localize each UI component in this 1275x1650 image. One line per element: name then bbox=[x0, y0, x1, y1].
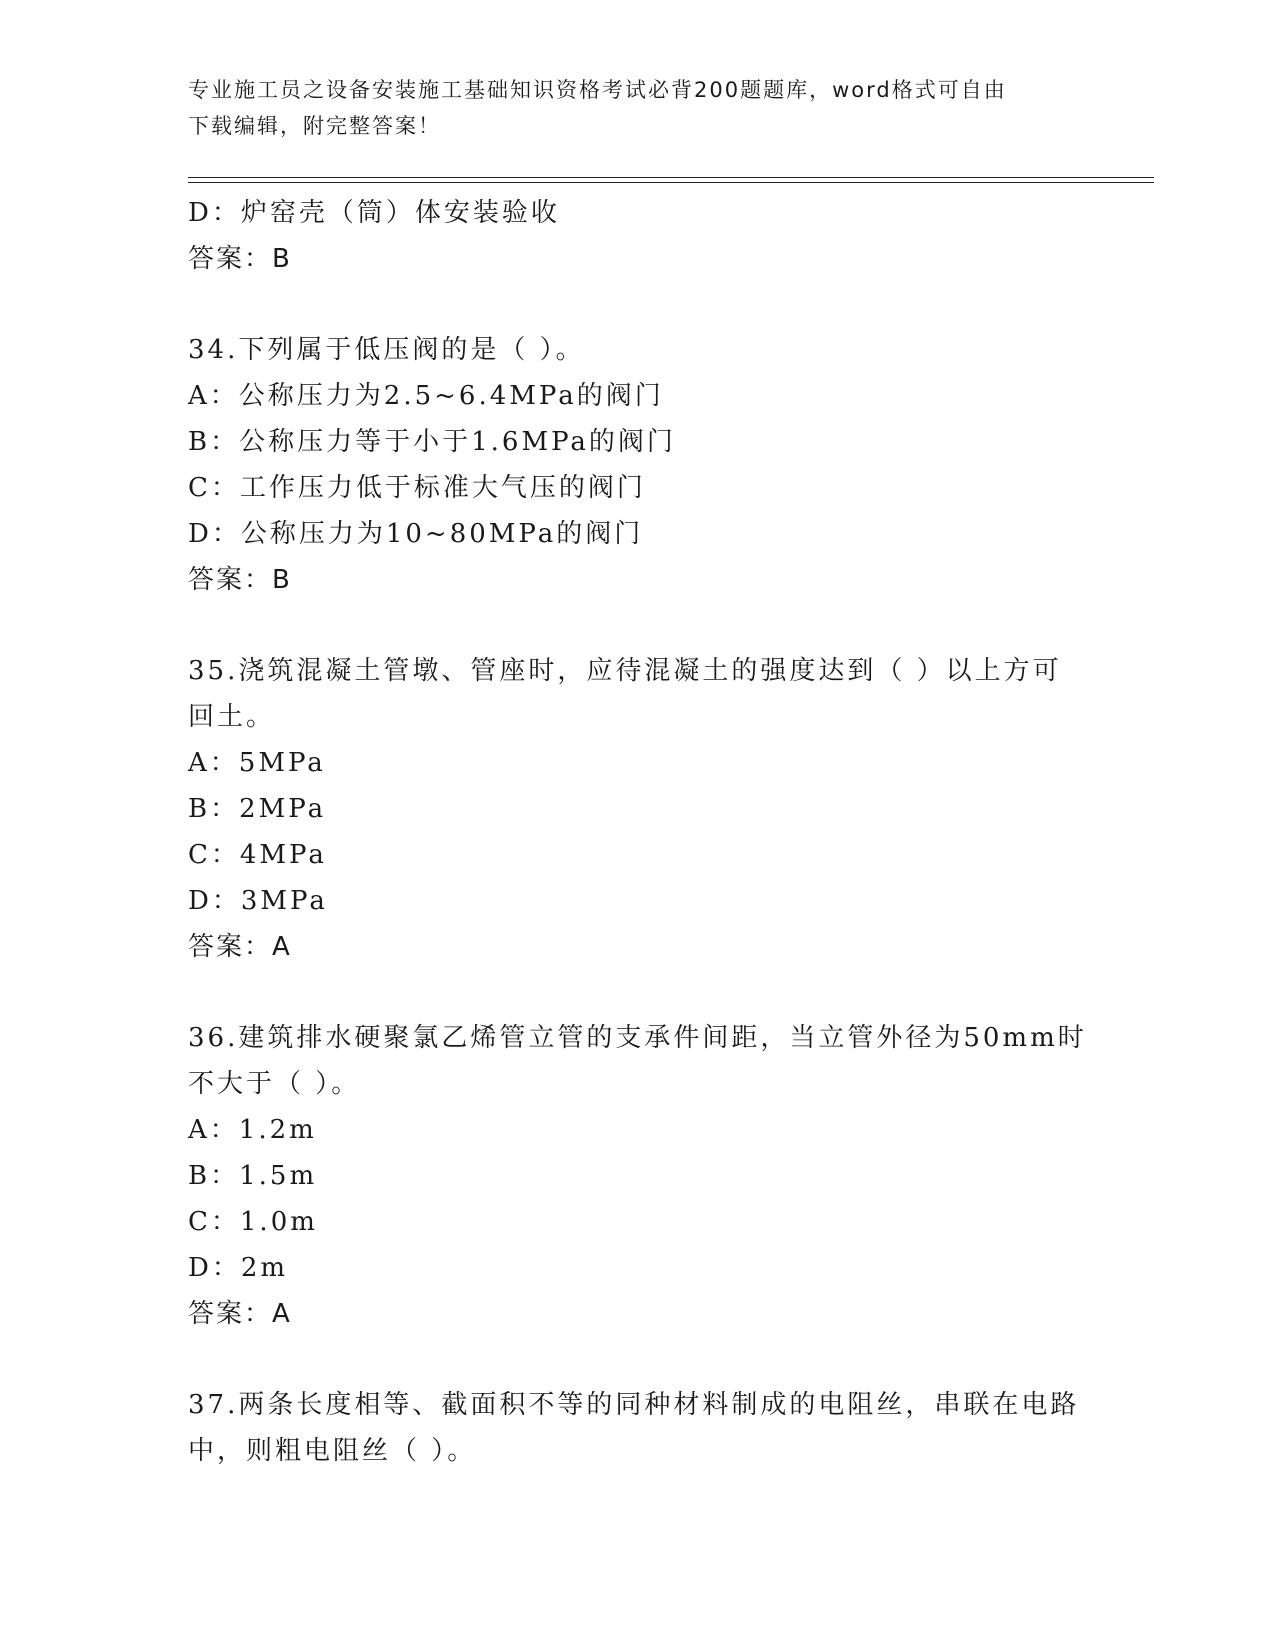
option-b: B：公称压力等于小于1.6MPa的阀门 bbox=[188, 427, 676, 457]
option-a: A：公称压力为2.5~6.4MPa的阀门 bbox=[188, 381, 664, 411]
option-b: B：1.5m bbox=[188, 1161, 318, 1191]
header-line-1: 专业施工员之设备安装施工基础知识资格考试必背200题题库，word格式可自由 bbox=[188, 78, 1007, 102]
header-divider-bottom bbox=[188, 182, 1154, 183]
question-stem-continued: 不大于（ ）。 bbox=[188, 1069, 361, 1099]
header-line-2: 下载编辑，附完整答案！ bbox=[188, 114, 441, 138]
option-d: D：公称压力为10~80MPa的阀门 bbox=[188, 519, 644, 549]
option-d: D：2m bbox=[188, 1253, 289, 1283]
answer-line: 答案：A bbox=[188, 1299, 292, 1329]
question-36 bbox=[188, 1015, 1088, 1337]
option-b: B：2MPa bbox=[188, 794, 327, 824]
question-stem-continued: 回土。 bbox=[188, 702, 276, 732]
question-stem: 34.下列属于低压阀的是（ ）。 bbox=[188, 335, 585, 365]
option-c: C：4MPa bbox=[188, 840, 327, 870]
question-content bbox=[188, 190, 1088, 1474]
option-a: A：1.2m bbox=[188, 1115, 317, 1145]
option-c: C：工作压力低于标准大气压的阀门 bbox=[188, 473, 646, 503]
question-stem: 37.两条长度相等、截面积不等的同种材料制成的电阻丝，串联在电路 bbox=[188, 1390, 1080, 1420]
option-d: D：3MPa bbox=[188, 886, 328, 916]
answer-line: 答案：B bbox=[188, 244, 292, 274]
question-stem: 35.浇筑混凝土管墩、管座时，应待混凝土的强度达到（ ）以上方可 bbox=[188, 656, 1062, 686]
header-divider-top bbox=[188, 177, 1154, 178]
question-35 bbox=[188, 648, 1088, 970]
answer-line: 答案：B bbox=[188, 565, 292, 595]
question-37 bbox=[188, 1382, 1088, 1474]
question-stem-continued: 中，则粗电阻丝（ ）。 bbox=[188, 1436, 477, 1466]
option-d: D：炉窑壳（筒）体安装验收 bbox=[188, 198, 560, 228]
option-a: A：5MPa bbox=[188, 748, 326, 778]
question-34 bbox=[188, 327, 1088, 603]
answer-line: 答案：A bbox=[188, 932, 292, 962]
document-header bbox=[188, 72, 1088, 144]
question-stem: 36.建筑排水硬聚氯乙烯管立管的支承件间距，当立管外径为50mm时 bbox=[188, 1023, 1087, 1053]
option-c: C：1.0m bbox=[188, 1207, 318, 1237]
